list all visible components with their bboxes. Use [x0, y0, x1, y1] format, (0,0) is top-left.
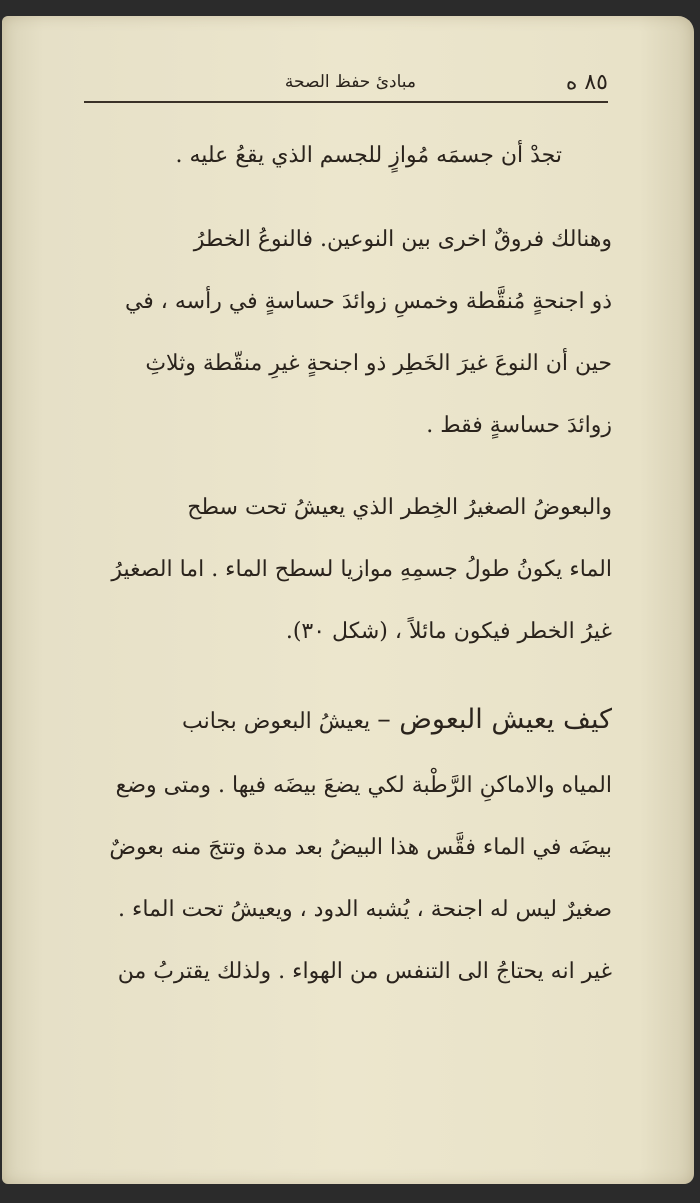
text-line: الماء يكونُ طولُ جسمِهِ موازيا لسطح الماء . اما الصغيرُ	[111, 557, 612, 582]
text-line: ذو اجنحةٍ مُنقَّطة وخمسِ زوائدَ حساسةٍ في رأسه ، في	[124, 289, 612, 314]
section-heading-line	[182, 700, 612, 740]
page-number: ٨٥ ه	[565, 70, 608, 95]
text-line: غير انه يحتاجُ الى التنفس من الهواء . ولذلك يقتربُ من	[117, 959, 612, 984]
text-line: حين أن النوعَ غيرَ الخَطِر ذو اجنحةٍ غيرِ منقّطة وثلاثِ	[145, 351, 612, 376]
text-line: بيضَه في الماء فقَّس هذا البيضُ بعد مدة وتتجَ منه بعوضٌ	[109, 835, 612, 860]
text-line: غيرُ الخطر فيكون مائلاً ، (شكل ٣٠).	[285, 619, 612, 644]
text-line: والبعوضُ الصغيرُ الخِطر الذي يعيشُ تحت سطح	[187, 495, 612, 520]
page-header	[84, 58, 608, 102]
header-rule	[84, 101, 608, 103]
text-line: وهنالك فروقٌ اخرى بين النوعين. فالنوعُ الخطرُ	[193, 227, 612, 252]
text-line: زوائدَ حساسةٍ فقط .	[426, 413, 612, 438]
section-heading: كيف يعيش البعوض –	[377, 704, 612, 735]
running-title: مبادئ حفظ الصحة	[284, 72, 416, 92]
text-line: تجدْ أن جسمَه مُوازٍ للجسم الذي يقعُ عليه .	[175, 143, 562, 168]
text-line: صغيرٌ ليس له اجنحة ، يُشبه الدود ، ويعيشُ تحت الماء .	[118, 897, 612, 922]
book-page	[2, 16, 694, 1184]
text-run: يعيشُ البعوض بجانب	[181, 709, 371, 734]
text-line: المياه والاماكنِ الرَّطْبة لكي يضعَ بيضَه فيها . ومتى وضع	[115, 773, 612, 798]
